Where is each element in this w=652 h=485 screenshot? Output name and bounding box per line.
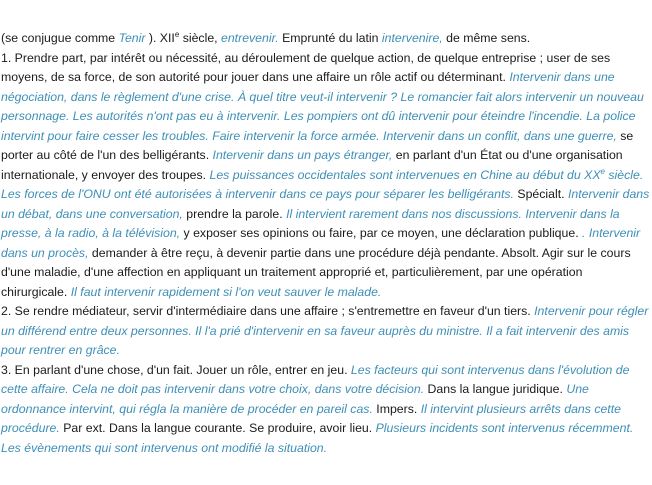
- definition-text: 3. En parlant d'une chose, d'un fait. Jouer un rôle, entrer en jeu.: [1, 362, 351, 377]
- sense-3-paragraph: [1, 361, 651, 459]
- example-text: Intervenir dans une négociation, dans le règlement d'une crise. À quel titre veut-il intervenir ? Le romancier fait alors intervenir un nouveau personnage. Les autorités n'ont pas eu à intervenir. Les pompiers ont dû intervenir pour éteindre l'incendie. La police intervint pour faire cesser les troubles. Faire intervenir la force armée. Intervenir dans un conflit, dans une guerre,: [1, 70, 644, 143]
- definition-text: Impers.: [372, 401, 421, 416]
- definition-text: en parlant d'un État ou d'une organisation internationale, y envoyer des troupes.: [1, 148, 623, 182]
- example-text: Il intervient rarement dans nos discussions. Intervenir dans la presse, à la radio, à la télévision,: [1, 206, 620, 240]
- example-text: Plusieurs incidents sont intervenus récemment. Les évènements qui sont intervenus ont modifié la situation.: [1, 421, 634, 455]
- example-text: entrevenir.: [221, 31, 279, 45]
- superscript: e: [174, 30, 180, 39]
- superscript: e: [600, 166, 605, 176]
- definition-text: Spécialt.: [513, 187, 568, 201]
- definition-text: 1. Prendre part, par intérêt ou nécessité, au déroulement de quelque action, de quelque entreprise ; user de ses moyens, de sa force, de son autorité pour jouer dans une affaire un rôle actif ou déterminant.: [1, 50, 611, 84]
- example-text: Intervenir dans un débat, dans une conversation,: [1, 187, 650, 221]
- definition-text: y exposer ses opinions ou faire, par ce moyen, une déclaration publique.: [180, 226, 583, 240]
- example-text: Intervenir pour régler un différend entre deux personnes. Il l'a prié d'intervenir en sa faveur auprès du ministre. Il a fait intervenir des amis pour rentrer en grâce.: [1, 304, 649, 357]
- dictionary-entry: [1, 29, 651, 458]
- definition-text: Emprunté du latin: [278, 31, 382, 45]
- example-text: Une ordonnance intervint, qui régla la manière de procéder en pareil cas.: [1, 382, 589, 416]
- example-text: Les puissances occidentales sont intervenues en Chine au début du XX: [209, 167, 601, 182]
- example-text: siècle. Les forces de l'ONU ont été autorisées à intervenir dans ce pays pour séparer les belligérants.: [1, 167, 644, 201]
- example-text: Les facteurs qui sont intervenus dans l'évolution de cette affaire. Cela ne doit pas intervenir dans votre choix, dans votre décision.: [1, 362, 630, 396]
- sense-2-paragraph: [1, 302, 651, 361]
- definition-text: demander à être reçu, à devenir partie dans une procédure déjà pendante. Absolt. Agir sur le cours d'une maladie, d'une affection en appliquant un traitement approprié et, particulièrement, par une opération chirurgicale.: [1, 245, 631, 299]
- definition-text: (se conjugue comme: [1, 31, 119, 45]
- example-text: Il faut intervenir rapidement si l'on veut sauver le malade.: [70, 284, 382, 299]
- definition-text: siècle,: [179, 31, 221, 45]
- definition-text: 2. Se rendre médiateur, servir d'intermédiaire dans une affaire ; s'entremettre en faveur d'un tiers.: [1, 304, 535, 318]
- example-text: Intervenir dans un pays étranger,: [212, 148, 393, 162]
- sense-1-paragraph: [1, 49, 651, 303]
- definition-text: prendre la parole.: [182, 206, 287, 221]
- example-text: . Intervenir dans un procès,: [1, 226, 641, 260]
- example-text: Il intervint plusieurs arrêts dans cette procédure.: [1, 401, 621, 435]
- example-text: Tenir: [118, 31, 146, 45]
- example-text: intervenire,: [381, 31, 443, 45]
- definition-text: de même sens.: [442, 31, 531, 45]
- definition-text: se porter au côté de l'un des belligérants.: [1, 128, 634, 162]
- definition-text: Dans la langue juridique.: [424, 382, 567, 396]
- etymology-paragraph: [1, 29, 651, 49]
- definition-text: Par ext. Dans la langue courante. Se produire, avoir lieu.: [59, 421, 376, 435]
- definition-text: ). XII: [145, 31, 175, 45]
